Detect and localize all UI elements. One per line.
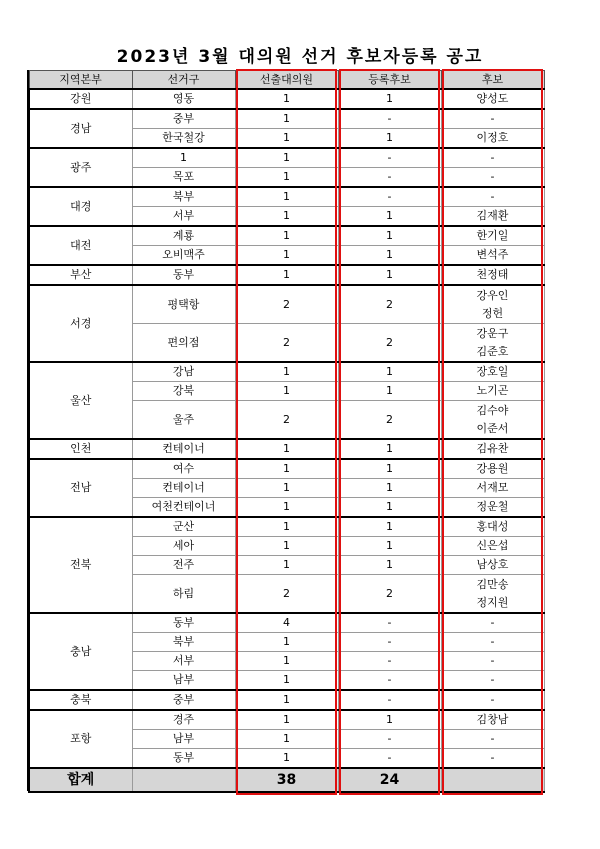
registered-cell: - — [338, 109, 441, 129]
candidates-cell — [441, 148, 544, 168]
region-cell: 강원 — [29, 89, 132, 109]
elected-cell: 1 — [235, 537, 338, 556]
registered-cell: 1 — [338, 226, 441, 246]
candidates-cell — [441, 517, 544, 537]
region-cell: 경남 — [29, 109, 132, 148]
table-row — [29, 439, 544, 459]
elected-cell: 1 — [235, 730, 338, 749]
registered-cell: 2 — [338, 575, 441, 614]
registered-cell: 1 — [338, 556, 441, 575]
candidate-name: 정헌 — [481, 306, 504, 320]
table-row — [29, 265, 544, 285]
registered-cell: - — [338, 671, 441, 691]
candidate-table — [28, 70, 545, 793]
district-cell: 전주 — [132, 556, 235, 575]
registered-cell: 1 — [338, 710, 441, 730]
region-cell: 포항 — [29, 710, 132, 768]
elected-cell: 1 — [235, 246, 338, 266]
candidates-cell — [441, 382, 544, 401]
elected-cell: 1 — [235, 226, 338, 246]
registered-cell: 2 — [338, 401, 441, 440]
table-row — [29, 226, 544, 246]
candidates-cell — [441, 226, 544, 246]
candidate-name: 이준서 — [476, 421, 509, 435]
candidate-name: 정운철 — [476, 500, 509, 513]
candidate-name: 이정호 — [476, 131, 509, 144]
table-row — [29, 613, 544, 633]
elected-cell: 1 — [235, 265, 338, 285]
district-cell: 강남 — [132, 362, 235, 382]
candidates-cell — [441, 285, 544, 324]
district-cell: 동부 — [132, 613, 235, 633]
candidate-name: - — [490, 732, 495, 745]
candidate-name: 양성도 — [476, 92, 509, 105]
region-cell: 울산 — [29, 362, 132, 439]
candidates-cell — [441, 730, 544, 749]
elected-cell: 1 — [235, 459, 338, 479]
registered-cell: 1 — [338, 459, 441, 479]
candidate-name: - — [490, 190, 495, 203]
region-cell: 부산 — [29, 265, 132, 285]
candidate-name: 천정태 — [476, 268, 509, 281]
registered-cell: 1 — [338, 537, 441, 556]
registered-cell: 2 — [338, 324, 441, 363]
candidate-name: 강운구 — [476, 326, 509, 340]
table-row — [29, 362, 544, 382]
elected-cell: 2 — [235, 575, 338, 614]
candidate-name: 김창남 — [476, 713, 509, 726]
candidates-cell — [441, 459, 544, 479]
district-cell: 세아 — [132, 537, 235, 556]
district-cell: 편의점 — [132, 324, 235, 363]
total-elected: 38 — [235, 768, 338, 792]
district-cell: 서부 — [132, 207, 235, 227]
registered-cell: 1 — [338, 246, 441, 266]
candidates-cell — [441, 652, 544, 671]
table-row — [29, 690, 544, 710]
candidate-name: 변석주 — [476, 248, 509, 261]
elected-cell: 1 — [235, 517, 338, 537]
district-cell: 하림 — [132, 575, 235, 614]
header-region: 지역본부 — [29, 71, 132, 90]
registered-cell: 1 — [338, 479, 441, 498]
elected-cell: 2 — [235, 324, 338, 363]
candidate-name: 장호일 — [476, 365, 509, 378]
elected-cell: 1 — [235, 109, 338, 129]
candidate-name: 노기곤 — [476, 384, 509, 397]
elected-cell: 1 — [235, 671, 338, 691]
registered-cell: 1 — [338, 265, 441, 285]
registered-cell: - — [338, 148, 441, 168]
district-cell: 서부 — [132, 652, 235, 671]
candidate-name: - — [490, 654, 495, 667]
registered-cell: - — [338, 187, 441, 207]
candidates-cell — [441, 362, 544, 382]
header-registered: 등록후보 — [338, 71, 441, 90]
district-cell: 중부 — [132, 690, 235, 710]
candidates-cell — [441, 690, 544, 710]
registered-cell: 1 — [338, 207, 441, 227]
elected-cell: 1 — [235, 633, 338, 652]
elected-cell: 1 — [235, 652, 338, 671]
candidates-cell — [441, 575, 544, 614]
candidate-name: - — [490, 751, 495, 764]
registered-cell: - — [338, 690, 441, 710]
table-row — [29, 148, 544, 168]
registered-cell: 1 — [338, 89, 441, 109]
registered-cell: 2 — [338, 285, 441, 324]
candidate-name: 김수야 — [476, 403, 509, 417]
region-cell: 충북 — [29, 690, 132, 710]
region-cell: 서경 — [29, 285, 132, 362]
candidate-name: - — [490, 635, 495, 648]
district-cell: 평택항 — [132, 285, 235, 324]
candidates-cell — [441, 710, 544, 730]
elected-cell: 1 — [235, 498, 338, 518]
elected-cell: 4 — [235, 613, 338, 633]
candidates-cell — [441, 129, 544, 149]
table-row — [29, 187, 544, 207]
elected-cell: 1 — [235, 129, 338, 149]
district-cell: 북부 — [132, 633, 235, 652]
candidate-name: - — [490, 151, 495, 164]
elected-cell: 1 — [235, 168, 338, 188]
registered-cell: 1 — [338, 517, 441, 537]
total-registered: 24 — [338, 768, 441, 792]
candidates-cell — [441, 613, 544, 633]
registered-cell: - — [338, 633, 441, 652]
elected-cell: 1 — [235, 556, 338, 575]
district-cell: 강북 — [132, 382, 235, 401]
header-elected: 선출대의원 — [235, 71, 338, 90]
region-cell: 광주 — [29, 148, 132, 187]
candidates-cell — [441, 479, 544, 498]
candidate-name: 홍대성 — [476, 520, 509, 533]
district-cell: 군산 — [132, 517, 235, 537]
elected-cell: 1 — [235, 479, 338, 498]
table-row — [29, 517, 544, 537]
candidates-cell — [441, 324, 544, 363]
district-cell: 계룡 — [132, 226, 235, 246]
total-candidates — [441, 768, 544, 792]
district-cell: 남부 — [132, 671, 235, 691]
candidate-name: - — [490, 673, 495, 686]
district-cell: 컨테이너 — [132, 439, 235, 459]
registered-cell: 1 — [338, 498, 441, 518]
candidate-name: 김만송 — [476, 577, 509, 591]
table-row — [29, 89, 544, 109]
district-cell: 한국철강 — [132, 129, 235, 149]
elected-cell: 1 — [235, 89, 338, 109]
elected-cell: 1 — [235, 362, 338, 382]
district-cell: 동부 — [132, 749, 235, 769]
district-cell: 오비맥주 — [132, 246, 235, 266]
region-cell: 전남 — [29, 459, 132, 517]
elected-cell: 2 — [235, 401, 338, 440]
candidate-name: - — [490, 616, 495, 629]
district-cell: 남부 — [132, 730, 235, 749]
candidates-cell — [441, 537, 544, 556]
page-title: 2023년 3월 대의원 선거 후보자등록 공고 — [116, 47, 484, 67]
total-label: 합계 — [29, 768, 132, 792]
registered-cell: 1 — [338, 362, 441, 382]
candidate-name: 김유찬 — [476, 442, 509, 455]
elected-cell: 1 — [235, 710, 338, 730]
candidates-cell — [441, 633, 544, 652]
district-cell: 울주 — [132, 401, 235, 440]
district-cell: 1 — [132, 148, 235, 168]
registered-cell: 1 — [338, 382, 441, 401]
candidates-cell — [441, 207, 544, 227]
candidate-name: - — [490, 112, 495, 125]
district-cell: 북부 — [132, 187, 235, 207]
district-cell: 여수 — [132, 459, 235, 479]
elected-cell: 1 — [235, 382, 338, 401]
candidates-cell — [441, 168, 544, 188]
elected-cell: 2 — [235, 285, 338, 324]
candidates-cell — [441, 265, 544, 285]
candidate-name: 정지원 — [476, 595, 509, 609]
candidates-cell — [441, 401, 544, 440]
table-row — [29, 109, 544, 129]
district-cell: 중부 — [132, 109, 235, 129]
total-row — [29, 768, 544, 792]
candidates-cell — [441, 439, 544, 459]
registered-cell: 1 — [338, 439, 441, 459]
candidates-cell — [441, 671, 544, 691]
table-row — [29, 710, 544, 730]
candidate-name: 서재모 — [476, 481, 509, 494]
header-district: 선거구 — [132, 71, 235, 90]
candidate-name: - — [490, 693, 495, 706]
elected-cell: 1 — [235, 690, 338, 710]
candidate-name: - — [490, 170, 495, 183]
region-cell: 대전 — [29, 226, 132, 265]
candidates-cell — [441, 556, 544, 575]
elected-cell: 1 — [235, 148, 338, 168]
header-row — [29, 71, 544, 90]
elected-cell: 1 — [235, 749, 338, 769]
district-cell: 경주 — [132, 710, 235, 730]
registered-cell: - — [338, 168, 441, 188]
region-cell: 충남 — [29, 613, 132, 690]
region-cell: 대경 — [29, 187, 132, 226]
table-body — [29, 89, 544, 768]
registered-cell: - — [338, 652, 441, 671]
table-row — [29, 285, 544, 324]
district-cell: 컨테이너 — [132, 479, 235, 498]
candidate-name: 김준호 — [476, 344, 509, 358]
table-row — [29, 459, 544, 479]
district-cell: 영동 — [132, 89, 235, 109]
candidates-cell — [441, 498, 544, 518]
district-cell: 여천컨테이너 — [132, 498, 235, 518]
region-cell: 전북 — [29, 517, 132, 613]
total-district — [132, 768, 235, 792]
registered-cell: - — [338, 749, 441, 769]
registered-cell: - — [338, 613, 441, 633]
candidates-cell — [441, 246, 544, 266]
candidate-name: 남상호 — [476, 558, 509, 571]
registered-cell: 1 — [338, 129, 441, 149]
registered-cell: - — [338, 730, 441, 749]
candidate-name: 강우인 — [476, 288, 509, 302]
elected-cell: 1 — [235, 439, 338, 459]
district-cell: 동부 — [132, 265, 235, 285]
district-cell: 목포 — [132, 168, 235, 188]
candidate-name: 한기일 — [476, 229, 509, 242]
candidates-cell — [441, 109, 544, 129]
elected-cell: 1 — [235, 207, 338, 227]
elected-cell: 1 — [235, 187, 338, 207]
region-cell: 인천 — [29, 439, 132, 459]
candidate-name: 신은섭 — [476, 539, 509, 552]
candidates-cell — [441, 89, 544, 109]
candidate-name: 김재환 — [476, 209, 509, 222]
candidate-name: 강용원 — [476, 462, 509, 475]
candidates-cell — [441, 749, 544, 769]
candidates-cell — [441, 187, 544, 207]
header-candidates: 후보 — [441, 71, 544, 90]
